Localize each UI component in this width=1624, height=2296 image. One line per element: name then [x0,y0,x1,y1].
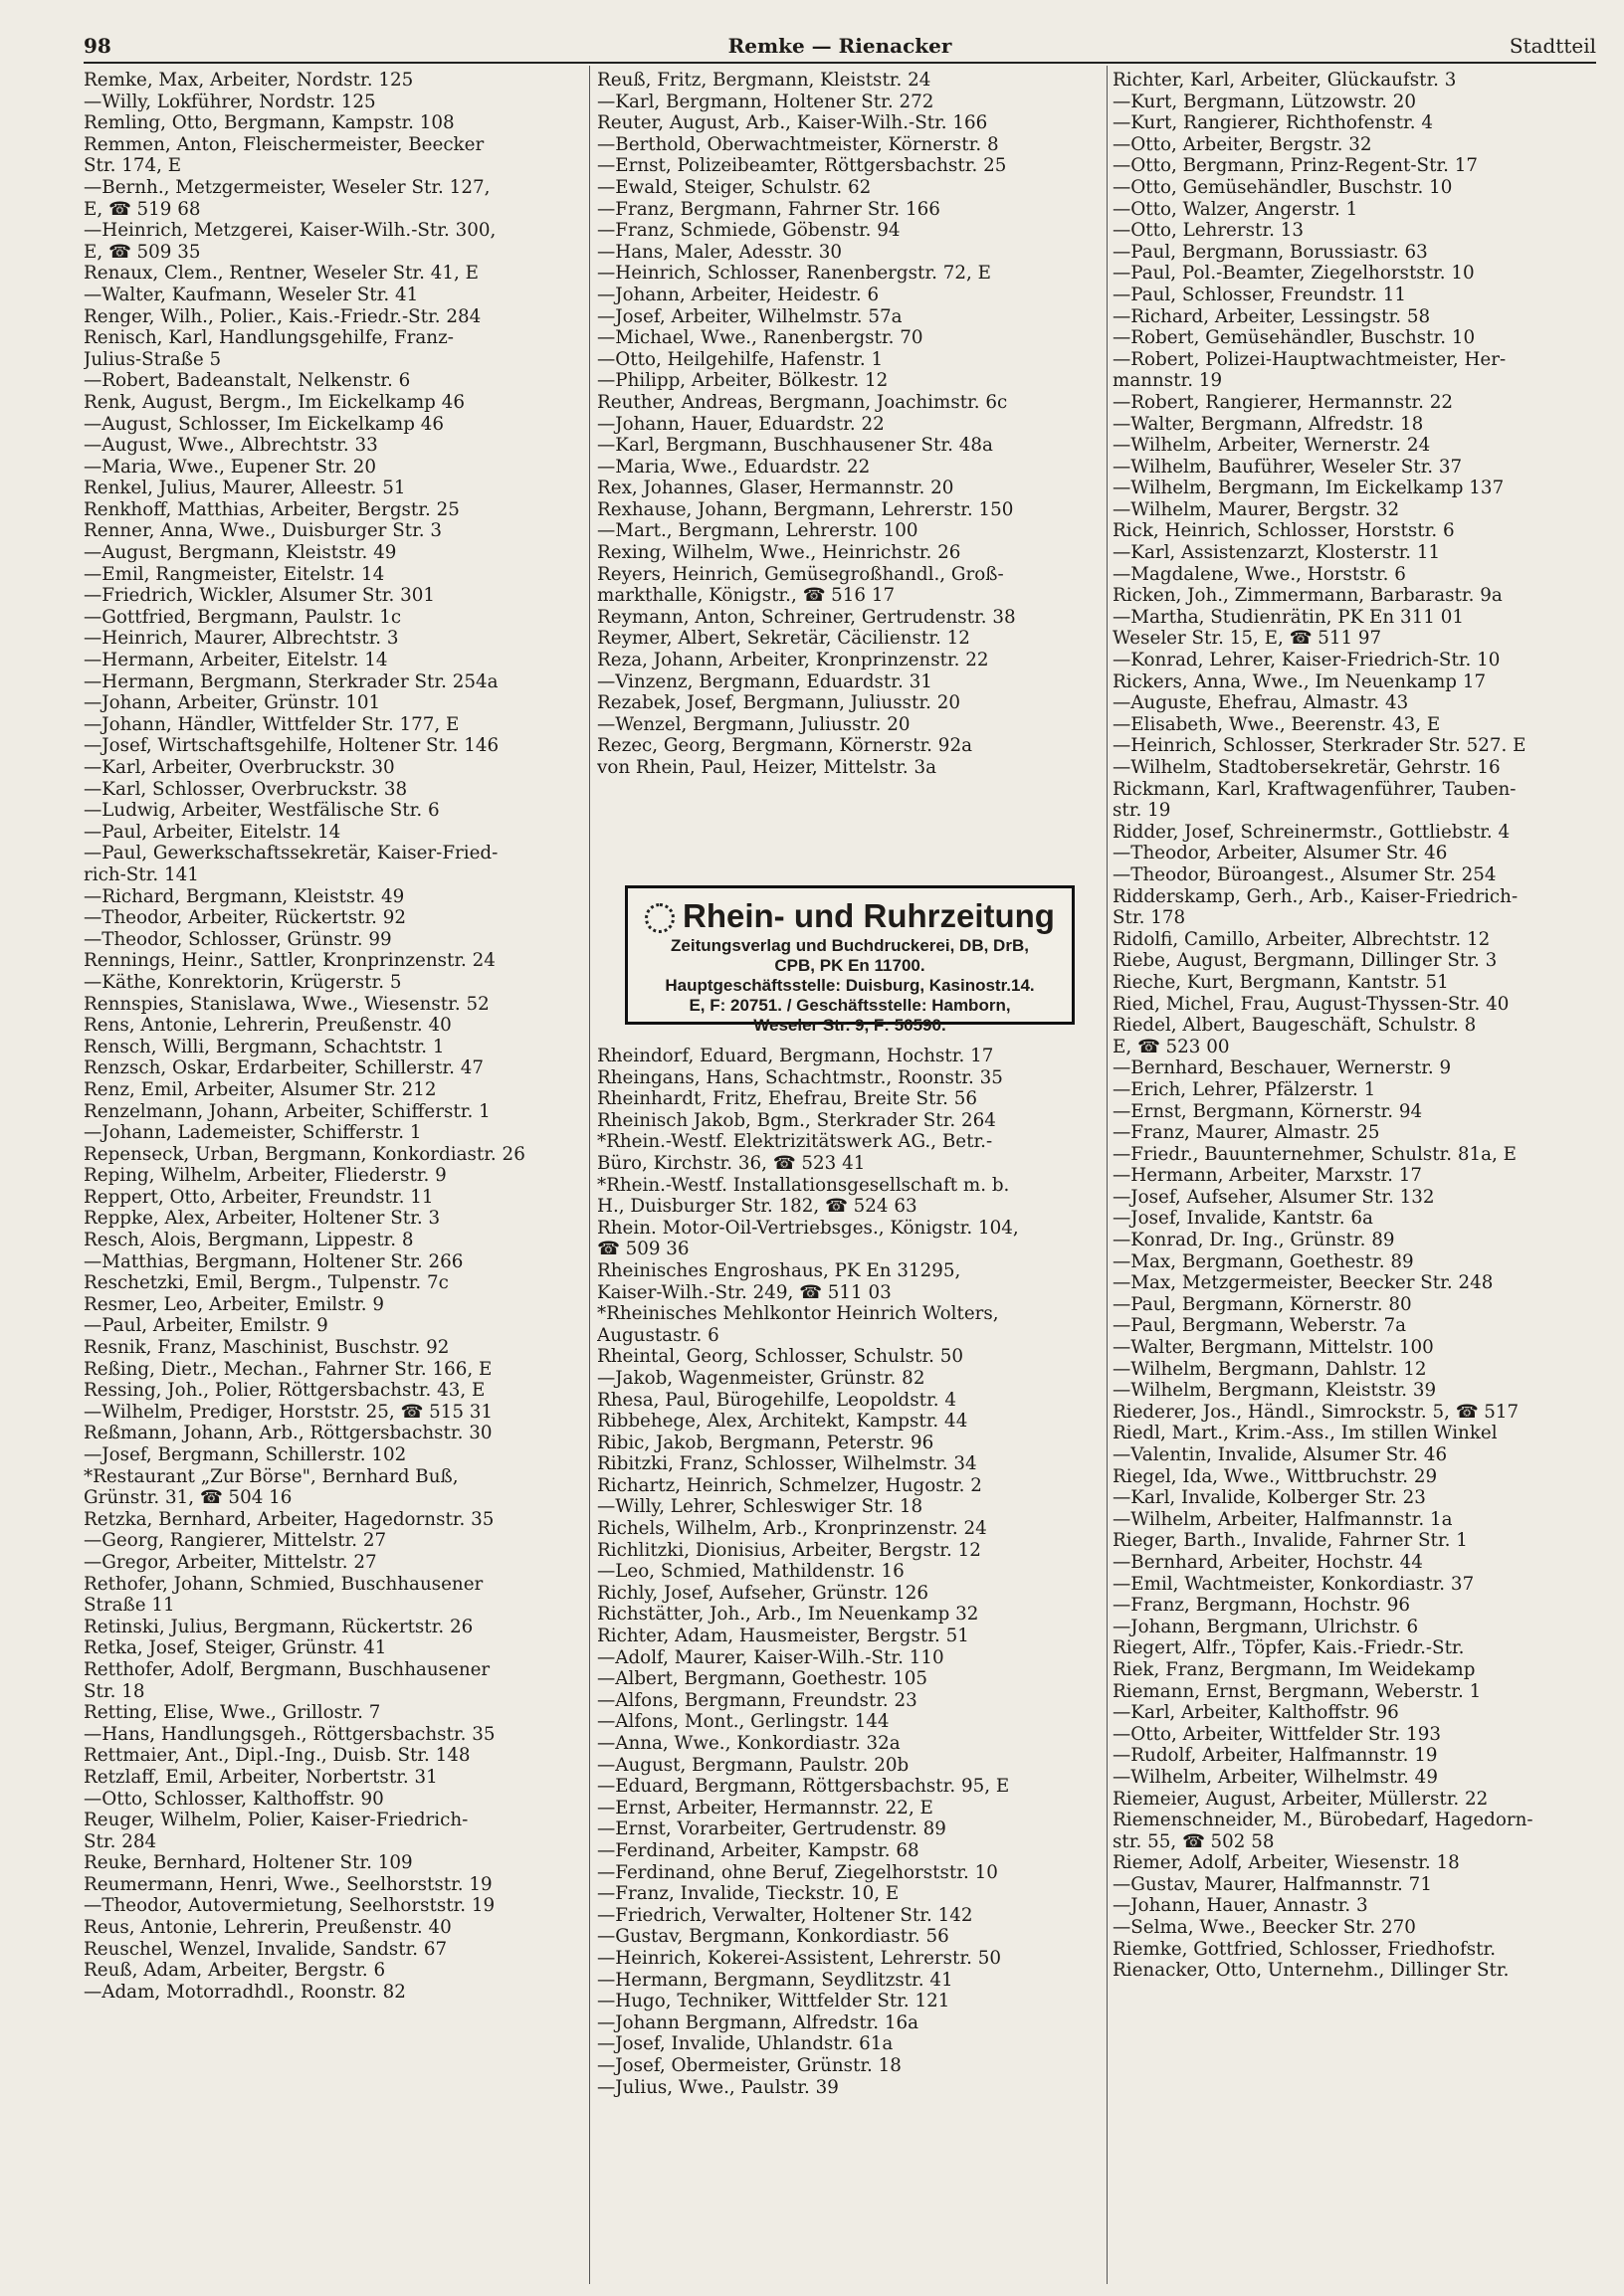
directory-entry: —Theodor, Autovermietung, Seelhorststr. 19 [84,1895,496,1917]
directory-entry: Riedl, Mart., Krim.-Ass., Im stillen Winkel [1113,1423,1498,1444]
directory-entry: Reuger, Wilhelm, Polier, Kaiser-Friedrich- [84,1810,469,1831]
directory-entry: Grünstr. 31, ☎ 504 16 [84,1487,293,1509]
directory-entry: —Wilhelm, Stadtobersekretär, Gehrstr. 16 [1113,757,1501,778]
directory-entry: E, ☎ 523 00 [1113,1036,1230,1057]
directory-entry: —Karl, Arbeiter, Kalthoffstr. 96 [1113,1702,1399,1724]
directory-entry: —Georg, Rangierer, Mittelstr. 27 [84,1530,387,1552]
directory-entry: H., Duisburger Str. 182, ☎ 524 63 [597,1196,917,1218]
directory-entry: *Rheinisches Mehlkontor Heinrich Wolters, [597,1303,999,1325]
directory-entry: —Kurt, Rangierer, Richthofenstr. 4 [1113,112,1433,134]
directory-entry: —Eduard, Bergmann, Röttgersbachstr. 95, E [597,1776,1010,1798]
directory-entry: —Otto, Schlosser, Kalthoffstr. 90 [84,1788,384,1810]
directory-entry: Rhein. Motor-Oil-Vertriebsges., Königstr. 104, [597,1217,1019,1239]
newspaper-logo-icon [645,903,675,933]
directory-entry: —Auguste, Ehefrau, Almastr. 43 [1113,692,1409,714]
directory-entry: —Selma, Wwe., Beecker Str. 270 [1113,1917,1416,1939]
directory-entry: Reßmann, Johann, Arb., Röttgersbachstr. 30 [84,1423,493,1444]
directory-entry: —Rudolf, Arbeiter, Halfmannstr. 19 [1113,1745,1438,1767]
directory-entry: —Ernst, Vorarbeiter, Gertrudenstr. 89 [597,1818,946,1840]
directory-entry: —Wilhelm, Arbeiter, Wernerstr. 24 [1113,435,1431,457]
directory-entry: Riemann, Ernst, Bergmann, Weberstr. 1 [1113,1680,1482,1702]
directory-entry: *Rhein.-Westf. Elektrizitätswerk AG., Betr.- [597,1131,993,1153]
directory-entry: Renaux, Clem., Rentner, Weseler Str. 41, E [84,263,480,285]
directory-entry: —Richard, Bergmann, Kleiststr. 49 [84,885,405,907]
directory-entry: Reuschel, Wenzel, Invalide, Sandstr. 67 [84,1938,448,1960]
directory-entry: —Maria, Wwe., Eduardstr. 22 [597,456,871,478]
directory-entry: —Theodor, Büroangest., Alsumer Str. 254 [1113,863,1497,885]
directory-entry: —Bernhard, Beschauer, Wernerstr. 9 [1113,1057,1452,1079]
directory-entry: Str. 18 [84,1680,145,1702]
directory-entry: Riek, Franz, Bergmann, Im Weidekamp [1113,1658,1476,1680]
directory-entry: Rexhause, Johann, Bergmann, Lehrerstr. 150 [597,498,1014,520]
directory-entry: Renk, August, Bergm., Im Eickelkamp 46 [84,391,465,413]
directory-entry: Ridolfi, Camillo, Arbeiter, Albrechtstr. 12 [1113,928,1491,950]
middle-column-top [597,70,1107,779]
directory-entry: —Josef, Obermeister, Grünstr. 18 [597,2054,902,2076]
directory-entry: —Karl, Bergmann, Buschhausener Str. 48a [597,435,993,457]
directory-entry: —Theodor, Schlosser, Grünstr. 99 [84,928,392,950]
directory-entry: —Bernhard, Arbeiter, Hochstr. 44 [1113,1551,1423,1573]
directory-entry: Renzelmann, Johann, Arbeiter, Schifferstr. 1 [84,1100,491,1122]
directory-entry: *Restaurant „Zur Börse", Bernhard Buß, [84,1465,459,1487]
directory-entry: —Anna, Wwe., Konkordiastr. 32a [597,1733,901,1754]
directory-entry: Richels, Wilhelm, Arb., Kronprinzenstr. 24 [597,1518,987,1540]
directory-entry: Rieger, Barth., Invalide, Fahrner Str. 1 [1113,1530,1468,1552]
directory-entry: —Otto, Bergmann, Prinz-Regent-Str. 17 [1113,155,1479,177]
directory-entry: —Konrad, Dr. Ing., Grünstr. 89 [1113,1230,1395,1251]
directory-entry: —Josef, Invalide, Uhlandstr. 61a [597,2033,894,2055]
directory-entry: —Heinrich, Metzgerei, Kaiser-Wilh.-Str. 300, [84,220,497,242]
directory-entry: —Hans, Handlungsgeh., Röttgersbachstr. 35 [84,1723,496,1745]
directory-entry: Retka, Josef, Steiger, Grünstr. 41 [84,1637,387,1659]
directory-entry: Renisch, Karl, Handlungsgehilfe, Franz- [84,327,454,349]
ad-line: CPB, PK En 11700. [774,956,925,975]
directory-entry: Rheinisches Engroshaus, PK En 31295, [597,1259,961,1281]
ad-title: Rhein- und Ruhrzeitung [683,897,1055,934]
directory-entry: Reschetzki, Emil, Bergm., Tulpenstr. 7c [84,1272,449,1294]
directory-entry: Renkhoff, Matthias, Arbeiter, Bergstr. 25 [84,498,460,520]
directory-entry: Rieche, Kurt, Bergmann, Kantstr. 51 [1113,971,1449,993]
directory-entry: —Kurt, Bergmann, Lützowstr. 20 [1113,91,1417,112]
directory-entry: Reuther, Andreas, Bergmann, Joachimstr. 6c [597,391,1008,413]
directory-entry: —Hermann, Arbeiter, Marxstr. 17 [1113,1165,1423,1187]
directory-entry: Julius-Straße 5 [84,348,222,370]
directory-entry: Ribbehege, Alex, Architekt, Kampstr. 44 [597,1411,968,1433]
directory-entry: —Johann, Hauer, Eduardstr. 22 [597,413,885,435]
directory-entry: Rex, Johannes, Glaser, Hermannstr. 20 [597,478,954,499]
directory-entry: —August, Schlosser, Im Eickelkamp 46 [84,413,445,435]
directory-entry: —Theodor, Arbeiter, Rückertstr. 92 [84,907,407,929]
directory-entry: Kaiser-Wilh.-Str. 249, ☎ 511 03 [597,1281,892,1303]
directory-entry: Rennings, Heinr., Sattler, Kronprinzenstr. 24 [84,950,496,972]
directory-entry: Ressing, Joh., Polier, Röttgersbachstr. 43, E [84,1380,486,1402]
directory-entry: Rettmaier, Ant., Dipl.-Ing., Duisb. Str. 148 [84,1745,471,1767]
directory-entry: Rexing, Wilhelm, Wwe., Heinrichstr. 26 [597,542,961,564]
directory-entry: Reppke, Alex, Arbeiter, Holtener Str. 3 [84,1208,441,1230]
directory-entry: —Friedrich, Verwalter, Holtener Str. 142 [597,1904,973,1926]
directory-entry: —Bernh., Metzgermeister, Weseler Str. 127, [84,176,491,198]
directory-entry: —Johann, Bergmann, Ulrichstr. 6 [1113,1616,1419,1637]
directory-entry: —Johann Bergmann, Alfredstr. 16a [597,2011,919,2033]
directory-entry: Reuß, Adam, Arbeiter, Bergstr. 6 [84,1960,386,1982]
directory-entry: —Gottfried, Bergmann, Paulstr. 1c [84,606,402,628]
directory-entry: von Rhein, Paul, Heizer, Mittelstr. 3a [597,757,937,778]
directory-entry: —Friedr., Bauunternehmer, Schulstr. 81a, E [1113,1143,1518,1165]
right-column [1113,70,1620,1982]
column-divider [1107,66,1108,2284]
directory-entry: —Ewald, Steiger, Schulstr. 62 [597,176,872,198]
directory-entry: —Valentin, Invalide, Alsumer Str. 46 [1113,1444,1448,1465]
directory-entry: —Johann, Hauer, Annastr. 3 [1113,1895,1368,1917]
directory-entry: —Gustav, Maurer, Halfmannstr. 71 [1113,1873,1432,1895]
directory-entry: —Max, Bergmann, Goethestr. 89 [1113,1250,1414,1272]
directory-entry: Reuß, Fritz, Bergmann, Kleiststr. 24 [597,70,931,91]
directory-entry: Riemenschneider, M., Bürobedarf, Hagedorn- [1113,1810,1533,1831]
directory-entry: —Mart., Bergmann, Lehrerstr. 100 [597,520,918,542]
directory-entry: Ribic, Jakob, Bergmann, Peterstr. 96 [597,1432,934,1453]
directory-entry: Richlitzki, Dionisius, Arbeiter, Bergstr. 12 [597,1539,981,1561]
directory-entry: —Ferdinand, Arbeiter, Kampstr. 68 [597,1839,919,1861]
directory-entry: —Julius, Wwe., Paulstr. 39 [597,2076,839,2098]
directory-entry: —Hermann, Arbeiter, Eitelstr. 14 [84,650,388,671]
directory-entry: —Willy, Lehrer, Schleswiger Str. 18 [597,1496,923,1518]
directory-entry: Ribitzki, Franz, Schlosser, Wilhelmstr. 34 [597,1453,977,1475]
directory-entry: —August, Bergmann, Kleiststr. 49 [84,542,397,564]
directory-entry: —Josef, Wirtschaftsgehilfe, Holtener Str. 146 [84,735,500,757]
directory-entry: —Paul, Bergmann, Weberstr. 7a [1113,1315,1406,1337]
directory-entry: Retinski, Julius, Bergmann, Rückertstr. 26 [84,1616,474,1637]
directory-entry: markthalle, Königstr., ☎ 516 17 [597,585,896,607]
directory-entry: —Walter, Kaufmann, Weseler Str. 41 [84,284,419,305]
directory-entry: —Paul, Arbeiter, Emilstr. 9 [84,1315,328,1337]
directory-entry: Reymer, Albert, Sekretär, Cäcilienstr. 12 [597,628,970,650]
directory-entry: —Wilhelm, Bergmann, Kleiststr. 39 [1113,1380,1437,1402]
directory-entry: Renzsch, Oskar, Erdarbeiter, Schillerstr. 47 [84,1057,484,1079]
directory-entry: E, ☎ 519 68 [84,198,201,220]
directory-entry: Retzka, Bernhard, Arbeiter, Hagedornstr. 35 [84,1508,495,1530]
directory-entry: Retting, Elise, Wwe., Grillostr. 7 [84,1702,381,1724]
directory-entry: —Robert, Gemüsehändler, Buschstr. 10 [1113,327,1476,349]
directory-entry: —Emil, Wachtmeister, Konkordiastr. 37 [1113,1573,1475,1595]
directory-entry: —Josef, Arbeiter, Wilhelmstr. 57a [597,305,903,327]
directory-entry: —Willy, Lokführer, Nordstr. 125 [84,91,376,112]
directory-entry: —Hermann, Bergmann, Seydlitzstr. 41 [597,1969,953,1991]
directory-entry: —Heinrich, Maurer, Albrechtstr. 3 [84,628,399,650]
directory-entry: —Wilhelm, Arbeiter, Wilhelmstr. 49 [1113,1766,1438,1788]
directory-entry: —Wilhelm, Prediger, Horststr. 25, ☎ 515 31 [84,1401,494,1423]
directory-entry: Str. 174, E [84,155,182,177]
directory-entry: Reppert, Otto, Arbeiter, Freundstr. 11 [84,1186,434,1208]
directory-entry: Rick, Heinrich, Schlosser, Horststr. 6 [1113,520,1455,542]
directory-entry: —Erich, Lehrer, Pfälzerstr. 1 [1113,1078,1376,1100]
directory-entry: —Karl, Bergmann, Holtener Str. 272 [597,91,934,112]
directory-entry: —Heinrich, Kokerei-Assistent, Lehrerstr. 50 [597,1947,1002,1969]
directory-entry: —Theodor, Arbeiter, Alsumer Str. 46 [1113,843,1448,864]
directory-entry: Repenseck, Urban, Bergmann, Konkordiastr. 26 [84,1143,525,1165]
directory-entry: —Paul, Pol.-Beamter, Ziegelhorststr. 10 [1113,263,1475,285]
directory-entry: —Karl, Invalide, Kolberger Str. 23 [1113,1487,1426,1509]
newspaper-advertisement [625,885,1075,1035]
directory-entry: str. 19 [1113,800,1171,822]
directory-entry: —Martha, Studienrätin, PK En 311 01 [1113,606,1464,628]
directory-entry: —Adam, Motorradhdl., Roonstr. 82 [84,1981,406,2003]
directory-entry: Straße 11 [84,1595,175,1617]
directory-entry: Richly, Josef, Aufseher, Grünstr. 126 [597,1582,929,1604]
directory-entry: —Otto, Gemüsehändler, Buschstr. 10 [1113,176,1453,198]
directory-entry: —Ludwig, Arbeiter, Westfälische Str. 6 [84,800,440,822]
directory-entry: —August, Bergmann, Paulstr. 20b [597,1754,910,1776]
directory-entry: —Franz, Bergmann, Hochstr. 96 [1113,1595,1411,1617]
directory-entry: —Max, Metzgermeister, Beecker Str. 248 [1113,1272,1494,1294]
section-label: Stadtteil [1509,34,1596,58]
directory-entry: Riemke, Gottfried, Schlosser, Friedhofstr. [1113,1938,1497,1960]
directory-entry: Reza, Johann, Arbeiter, Kronprinzenstr. 22 [597,650,989,671]
directory-entry: —Ernst, Bergmann, Körnerstr. 94 [1113,1100,1423,1122]
directory-entry: —Johann, Lademeister, Schifferstr. 1 [84,1122,422,1144]
directory-entry: Resmer, Leo, Arbeiter, Emilstr. 9 [84,1293,384,1315]
directory-entry: Rensch, Willi, Bergmann, Schachtstr. 1 [84,1036,445,1057]
directory-entry: —Ernst, Arbeiter, Hermannstr. 22, E [597,1797,933,1818]
directory-entry: —Richard, Arbeiter, Lessingstr. 58 [1113,305,1431,327]
directory-entry: Renner, Anna, Wwe., Duisburger Str. 3 [84,520,443,542]
directory-entry: Reymann, Anton, Schreiner, Gertrudenstr. 38 [597,606,1016,628]
directory-entry: —Matthias, Bergmann, Holtener Str. 266 [84,1250,464,1272]
directory-entry: Remke, Max, Arbeiter, Nordstr. 125 [84,70,414,91]
directory-entry: —Karl, Assistenzarzt, Klosterstr. 11 [1113,542,1441,564]
directory-entry: —Paul, Schlosser, Freundstr. 11 [1113,284,1407,305]
directory-entry: —Gustav, Bergmann, Konkordiastr. 56 [597,1926,949,1948]
directory-entry: —August, Wwe., Albrechtstr. 33 [84,435,378,457]
directory-entry: Riebe, August, Bergmann, Dillinger Str. 3 [1113,950,1498,972]
directory-entry: —Franz, Invalide, Tieckstr. 10, E [597,1883,900,1905]
directory-entry: —Heinrich, Schlosser, Ranenbergstr. 72, E [597,263,991,285]
directory-entry: —Friedrich, Wickler, Alsumer Str. 301 [84,585,435,607]
directory-entry: Riemer, Adolf, Arbeiter, Wiesenstr. 18 [1113,1852,1460,1874]
directory-entry: *Rhein.-Westf. Installationsgesellschaft m. b. [597,1174,1010,1196]
directory-entry: Augustastr. 6 [597,1324,719,1346]
directory-entry: Reuter, August, Arb., Kaiser-Wilh.-Str. 166 [597,112,988,134]
running-title: Remke — Rienacker [727,34,952,58]
directory-entry: Rezabek, Josef, Bergmann, Juliusstr. 20 [597,692,960,714]
directory-entry: —Franz, Schmiede, Göbenstr. 94 [597,220,901,242]
directory-entry: Riemeier, August, Arbeiter, Müllerstr. 22 [1113,1788,1489,1810]
directory-entry: —Wilhelm, Bergmann, Dahlstr. 12 [1113,1358,1427,1380]
directory-entry: —Johann, Händler, Wittfelder Str. 177, E [84,713,460,735]
directory-entry: —Paul, Bergmann, Körnerstr. 80 [1113,1293,1412,1315]
directory-entry: —Josef, Aufseher, Alsumer Str. 132 [1113,1186,1435,1208]
directory-entry: Renz, Emil, Arbeiter, Alsumer Str. 212 [84,1078,437,1100]
header-rule [84,62,1596,64]
ad-line: Zeitungsverlag und Buchdruckerei, DB, DrB, [671,936,1029,955]
directory-entry: —Walter, Bergmann, Alfredstr. 18 [1113,413,1424,435]
directory-entry: —Hans, Maler, Adesstr. 30 [597,241,842,263]
directory-entry: —Wilhelm, Arbeiter, Halfmannstr. 1a [1113,1508,1453,1530]
directory-entry: —Elisabeth, Wwe., Beerenstr. 43, E [1113,713,1441,735]
directory-entry: Rezec, Georg, Bergmann, Körnerstr. 92a [597,735,972,757]
directory-entry: Ridderskamp, Gerh., Arb., Kaiser-Friedrich- [1113,885,1519,907]
directory-entry: Rheinhardt, Fritz, Ehefrau, Breite Str. 56 [597,1088,977,1110]
directory-entry: —Berthold, Oberwachtmeister, Körnerstr. 8 [597,133,999,155]
directory-entry: —Wenzel, Bergmann, Juliusstr. 20 [597,713,911,735]
directory-entry: Riederer, Jos., Händl., Simrockstr. 5, ☎ 517 [1113,1401,1520,1423]
directory-entry: Rens, Antonie, Lehrerin, Preußenstr. 40 [84,1015,452,1037]
directory-entry: —Walter, Bergmann, Mittelstr. 100 [1113,1337,1434,1359]
directory-entry: —Maria, Wwe., Eupener Str. 20 [84,456,376,478]
directory-entry: Retzlaff, Emil, Arbeiter, Norbertstr. 31 [84,1766,438,1788]
directory-entry: —Otto, Heilgehilfe, Hafenstr. 1 [597,348,884,370]
directory-entry: Reyers, Heinrich, Gemüsegroßhandl., Groß- [597,563,1004,585]
directory-entry: Rickers, Anna, Wwe., Im Neuenkamp 17 [1113,670,1487,692]
directory-entry: Resch, Alois, Bergmann, Lippestr. 8 [84,1230,414,1251]
directory-entry: Riedel, Albert, Baugeschäft, Schulstr. 8 [1113,1015,1477,1037]
directory-entry: —Gregor, Arbeiter, Mittelstr. 27 [84,1551,377,1573]
column-divider [589,66,590,2284]
directory-entry: —Otto, Walzer, Angerstr. 1 [1113,198,1358,220]
directory-entry: —Franz, Bergmann, Fahrner Str. 166 [597,198,940,220]
page-header [84,30,1596,62]
directory-entry: —Paul, Gewerkschaftssekretär, Kaiser-Fried- [84,843,499,864]
directory-entry: —Michael, Wwe., Ranenbergstr. 70 [597,327,923,349]
middle-column-bottom [597,1046,1107,2098]
directory-entry: Richartz, Heinrich, Schmelzer, Hugostr. 2 [597,1474,982,1496]
directory-entry: Remling, Otto, Bergmann, Kampstr. 108 [84,112,455,134]
directory-entry: —Robert, Badeanstalt, Nelkenstr. 6 [84,370,411,392]
directory-entry: —Paul, Arbeiter, Eitelstr. 14 [84,821,341,843]
directory-entry: —Wilhelm, Bergmann, Im Eickelkamp 137 [1113,478,1505,499]
directory-entry: Rheinisch Jakob, Bgm., Sterkrader Str. 264 [597,1109,996,1131]
directory-entry: —Franz, Maurer, Almastr. 25 [1113,1122,1380,1144]
directory-entry: —Karl, Arbeiter, Overbruckstr. 30 [84,757,395,778]
directory-entry: Reping, Wilhelm, Arbeiter, Fliederstr. 9 [84,1165,447,1187]
directory-entry: Richter, Adam, Hausmeister, Bergstr. 51 [597,1626,969,1647]
directory-entry: —Ernst, Polizeibeamter, Röttgersbachstr. 25 [597,155,1007,177]
directory-entry: —Johann, Arbeiter, Grünstr. 101 [84,692,381,714]
directory-entry: —Alfons, Bergmann, Freundstr. 23 [597,1689,917,1711]
directory-entry: Rhesa, Paul, Bürogehilfe, Leopoldstr. 4 [597,1389,956,1411]
directory-entry: —Wilhelm, Maurer, Bergstr. 32 [1113,498,1400,520]
page-number: 98 [84,34,111,58]
directory-entry: —Heinrich, Schlosser, Sterkrader Str. 527. E [1113,735,1526,757]
directory-entry: —Josef, Bergmann, Schillerstr. 102 [84,1444,407,1465]
directory-entry: —Hugo, Techniker, Wittfelder Str. 121 [597,1991,950,2012]
directory-entry: Rheingans, Hans, Schachtmstr., Roonstr. 35 [597,1066,1003,1088]
directory-entry: —Käthe, Konrektorin, Krügerstr. 5 [84,971,402,993]
directory-entry: —Karl, Schlosser, Overbruckstr. 38 [84,778,408,800]
directory-entry: —Alfons, Mont., Gerlingstr. 144 [597,1711,890,1733]
directory-entry: —Adolf, Maurer, Kaiser-Wilh.-Str. 110 [597,1646,944,1668]
directory-entry: —Otto, Arbeiter, Bergstr. 32 [1113,133,1372,155]
directory-entry: Reßing, Dietr., Mechan., Fahrner Str. 166, E [84,1358,493,1380]
directory-entry: Rethofer, Johann, Schmied, Buschhausener [84,1573,484,1595]
directory-entry: Rheintal, Georg, Schlosser, Schulstr. 50 [597,1346,964,1368]
directory-entry: Renkel, Julius, Maurer, Alleestr. 51 [84,478,406,499]
directory-entry: Weseler Str. 15, E, ☎ 511 97 [1113,628,1382,650]
directory-entry: Ricken, Joh., Zimmermann, Barbarastr. 9a [1113,585,1503,607]
ad-line: Hauptgeschäftsstelle: Duisburg, Kasinostr.14. [665,976,1035,995]
directory-entry: Retthofer, Adolf, Bergmann, Buschhausener [84,1658,491,1680]
directory-entry: Rennspies, Stanislawa, Wwe., Wiesenstr. 52 [84,993,490,1015]
directory-entry: Reuke, Bernhard, Holtener Str. 109 [84,1852,413,1874]
directory-entry: str. 55, ☎ 502 58 [1113,1830,1275,1852]
directory-entry: —Vinzenz, Bergmann, Eduardstr. 31 [597,670,932,692]
directory-entry: Richter, Karl, Arbeiter, Glückaufstr. 3 [1113,70,1457,91]
directory-entry: Rickmann, Karl, Kraftwagenführer, Tauben- [1113,778,1517,800]
directory-entry: —Otto, Arbeiter, Wittfelder Str. 193 [1113,1723,1442,1745]
directory-entry: Rienacker, Otto, Unternehm., Dillinger Str. [1113,1960,1510,1982]
directory-entry: —Robert, Rangierer, Hermannstr. 22 [1113,391,1454,413]
directory-entry: —Paul, Bergmann, Borussiastr. 63 [1113,241,1428,263]
left-column [84,70,581,2003]
directory-entry: Rheindorf, Eduard, Bergmann, Hochstr. 17 [597,1046,994,1066]
directory-entry: Reumermann, Henri, Wwe., Seelhorststr. 19 [84,1873,493,1895]
directory-entry: rich-Str. 141 [84,863,199,885]
directory-entry: Str. 284 [84,1830,157,1852]
directory-entry: Resnik, Franz, Maschinist, Buschstr. 92 [84,1337,450,1359]
directory-entry: —Ferdinand, ohne Beruf, Ziegelhorststr. 10 [597,1861,998,1883]
directory-entry: —Wilhelm, Bauführer, Weseler Str. 37 [1113,456,1463,478]
directory-entry: ☎ 509 36 [597,1239,690,1260]
directory-entry: Riegert, Alfr., Töpfer, Kais.-Friedr.-Str. [1113,1637,1465,1659]
directory-entry: —Emil, Rangmeister, Eitelstr. 14 [84,563,385,585]
directory-entry: —Hermann, Bergmann, Sterkrader Str. 254a [84,670,499,692]
directory-entry: Riegel, Ida, Wwe., Wittbruchstr. 29 [1113,1465,1438,1487]
directory-entry: Reus, Antonie, Lehrerin, Preußenstr. 40 [84,1917,452,1939]
directory-entry: —Josef, Invalide, Kantstr. 6a [1113,1208,1373,1230]
ad-line: Weseler Str. 9, F: 50590. [753,1016,946,1035]
directory-entry: Büro, Kirchstr. 36, ☎ 523 41 [597,1152,866,1174]
directory-entry: Renger, Wilh., Polier., Kais.-Friedr.-Str. 284 [84,305,482,327]
directory-entry: —Leo, Schmied, Mathildenstr. 16 [597,1561,905,1583]
directory-entry: Str. 178 [1113,907,1186,929]
directory-entry: —Philipp, Arbeiter, Bölkestr. 12 [597,370,889,392]
directory-entry: Ridder, Josef, Schreinermstr., Gottliebstr. 4 [1113,821,1511,843]
directory-entry: Remmen, Anton, Fleischermeister, Beecker [84,133,485,155]
directory-entry: —Magdalene, Wwe., Horststr. 6 [1113,563,1406,585]
directory-entry: —Johann, Arbeiter, Heidestr. 6 [597,284,880,305]
directory-entry: E, ☎ 509 35 [84,241,201,263]
directory-entry: —Albert, Bergmann, Goethestr. 105 [597,1668,927,1690]
directory-entry: Richstätter, Joh., Arb., Im Neuenkamp 32 [597,1604,979,1626]
directory-entry: —Otto, Lehrerstr. 13 [1113,220,1304,242]
directory-entry: —Jakob, Wagenmeister, Grünstr. 82 [597,1367,925,1389]
directory-entry: mannstr. 19 [1113,370,1223,392]
ad-line: E, F: 20751. / Geschäftsstelle: Hamborn, [689,996,1011,1015]
directory-entry: Ried, Michel, Frau, August-Thyssen-Str. 40 [1113,993,1510,1015]
directory-entry: —Robert, Polizei-Hauptwachtmeister, Her- [1113,348,1507,370]
directory-entry: —Konrad, Lehrer, Kaiser-Friedrich-Str. 10 [1113,650,1501,671]
